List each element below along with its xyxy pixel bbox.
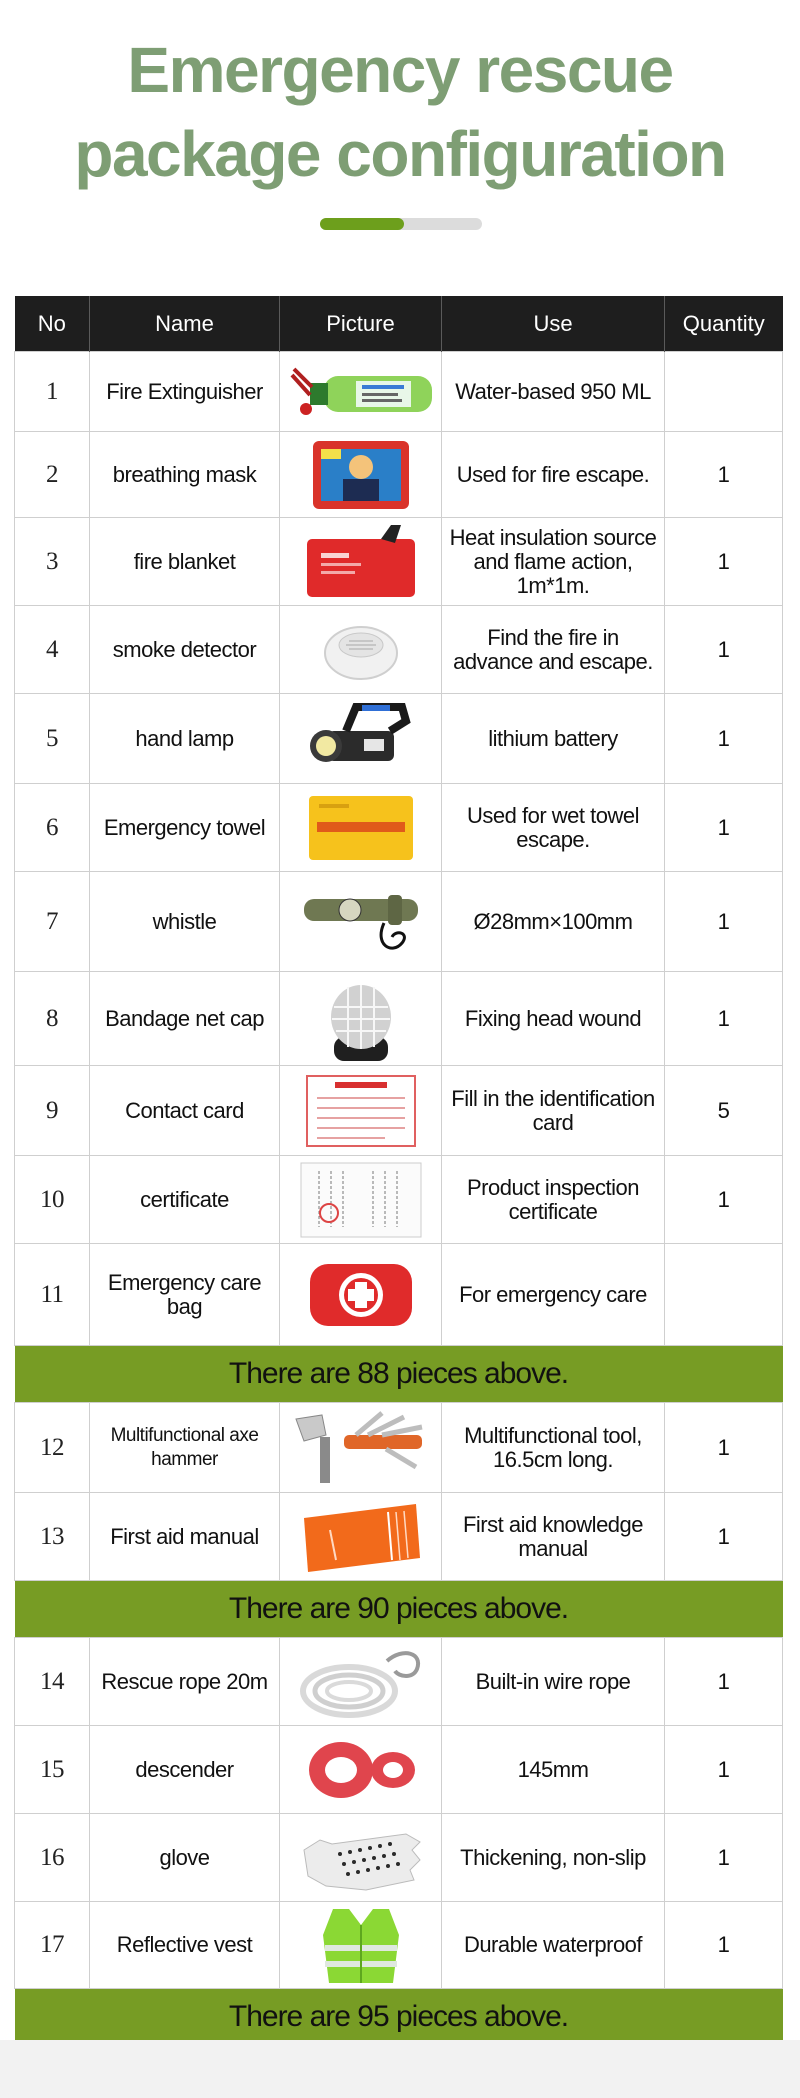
axe-hammer-icon <box>286 1407 436 1489</box>
item-picture <box>280 1156 442 1244</box>
fire-extinguisher-icon <box>286 359 436 425</box>
item-name: breathing mask <box>90 432 280 518</box>
row-number: 7 <box>15 872 90 972</box>
item-quantity: 1 <box>665 1403 783 1493</box>
item-picture <box>280 352 442 432</box>
row-number: 9 <box>15 1066 90 1156</box>
header-name: Name <box>90 296 280 352</box>
row-number: 17 <box>15 1902 90 1989</box>
item-use: Heat insulation source and flame action, 1m*1m. <box>442 518 665 606</box>
item-quantity <box>665 352 783 432</box>
progress-bar-fill <box>320 218 404 230</box>
reflective-vest-icon <box>319 1905 403 1985</box>
item-name: Contact card <box>90 1066 280 1156</box>
table-row <box>15 1066 783 1156</box>
row-number: 1 <box>15 352 90 432</box>
item-name: Fire Extinguisher <box>90 352 280 432</box>
manual-icon <box>296 1500 426 1574</box>
header-no: No <box>15 296 90 352</box>
towel-icon <box>307 792 415 864</box>
item-picture <box>280 872 442 972</box>
table-row <box>15 784 783 872</box>
item-name: whistle <box>90 872 280 972</box>
table-row <box>15 694 783 784</box>
item-picture <box>280 606 442 694</box>
row-number: 2 <box>15 432 90 518</box>
rope-icon <box>291 1643 431 1721</box>
table-row <box>15 972 783 1066</box>
title-line-1: Emergency rescue <box>127 34 673 106</box>
summary-banner-text: There are 95 pieces above. <box>15 1989 783 2046</box>
summary-banner-text: There are 88 pieces above. <box>15 1346 783 1403</box>
smoke-detector-icon <box>316 613 406 687</box>
item-use: First aid knowledge manual <box>442 1493 665 1581</box>
item-use: Product inspection certificate <box>442 1156 665 1244</box>
table-row <box>15 606 783 694</box>
item-picture <box>280 518 442 606</box>
header-quantity: Quantity <box>665 296 783 352</box>
contact-card-icon <box>305 1074 417 1148</box>
item-picture <box>280 1902 442 1989</box>
item-quantity: 1 <box>665 606 783 694</box>
item-quantity: 1 <box>665 432 783 518</box>
item-name: descender <box>90 1726 280 1814</box>
item-quantity: 1 <box>665 694 783 784</box>
table-row <box>15 1493 783 1581</box>
care-bag-icon <box>306 1258 416 1332</box>
item-name: Rescue rope 20m <box>90 1638 280 1726</box>
item-use: Built-in wire rope <box>442 1638 665 1726</box>
item-use: For emergency care <box>442 1244 665 1346</box>
page-footer <box>0 2040 800 2098</box>
row-number: 13 <box>15 1493 90 1581</box>
hand-lamp-icon <box>306 699 416 779</box>
summary-banner <box>15 1581 783 1638</box>
item-name: smoke detector <box>90 606 280 694</box>
item-picture <box>280 1493 442 1581</box>
item-name: fire blanket <box>90 518 280 606</box>
item-quantity: 5 <box>665 1066 783 1156</box>
row-number: 12 <box>15 1403 90 1493</box>
item-quantity: 1 <box>665 1638 783 1726</box>
table-row <box>15 1403 783 1493</box>
item-name: First aid manual <box>90 1493 280 1581</box>
page-title <box>0 28 800 196</box>
item-name: hand lamp <box>90 694 280 784</box>
configuration-table <box>14 296 783 2045</box>
item-quantity: 1 <box>665 518 783 606</box>
progress-bar <box>320 218 482 230</box>
item-picture <box>280 432 442 518</box>
item-use: 145mm <box>442 1726 665 1814</box>
item-use: Multifunctional tool, 16.5cm long. <box>442 1403 665 1493</box>
item-picture <box>280 694 442 784</box>
table-row <box>15 1814 783 1902</box>
table-row <box>15 1244 783 1346</box>
item-picture <box>280 972 442 1066</box>
table-row <box>15 518 783 606</box>
row-number: 3 <box>15 518 90 606</box>
item-quantity <box>665 1244 783 1346</box>
summary-banner <box>15 1346 783 1403</box>
item-name: Reflective vest <box>90 1902 280 1989</box>
item-use: Fixing head wound <box>442 972 665 1066</box>
item-quantity: 1 <box>665 1156 783 1244</box>
item-picture <box>280 1726 442 1814</box>
item-picture <box>280 1638 442 1726</box>
item-use: Fill in the identification card <box>442 1066 665 1156</box>
descender-icon <box>301 1733 421 1807</box>
bandage-net-cap-icon <box>316 977 406 1061</box>
table-row <box>15 872 783 972</box>
item-quantity: 1 <box>665 1493 783 1581</box>
item-picture <box>280 784 442 872</box>
item-use: Used for fire escape. <box>442 432 665 518</box>
row-number: 15 <box>15 1726 90 1814</box>
item-picture <box>280 1814 442 1902</box>
table-header-row <box>15 296 783 352</box>
item-use: Used for wet towel escape. <box>442 784 665 872</box>
row-number: 4 <box>15 606 90 694</box>
item-picture <box>280 1403 442 1493</box>
item-use: Durable waterproof <box>442 1902 665 1989</box>
fire-blanket-icon <box>301 523 421 601</box>
item-use: Ø28mm×100mm <box>442 872 665 972</box>
item-picture <box>280 1244 442 1346</box>
item-name: glove <box>90 1814 280 1902</box>
row-number: 5 <box>15 694 90 784</box>
summary-banner-text: There are 90 pieces above. <box>15 1581 783 1638</box>
table-row <box>15 432 783 518</box>
breathing-mask-icon <box>311 439 411 511</box>
row-number: 8 <box>15 972 90 1066</box>
item-name: Emergency care bag <box>90 1244 280 1346</box>
table-row <box>15 1156 783 1244</box>
item-picture <box>280 1066 442 1156</box>
item-name: Multifunctional axe hammer <box>90 1403 280 1493</box>
certificate-icon <box>299 1161 423 1239</box>
summary-banner <box>15 1989 783 2046</box>
row-number: 14 <box>15 1638 90 1726</box>
title-line-2: package configuration <box>74 118 726 190</box>
header-use: Use <box>442 296 665 352</box>
item-name: certificate <box>90 1156 280 1244</box>
row-number: 6 <box>15 784 90 872</box>
item-quantity: 1 <box>665 1902 783 1989</box>
item-name: Bandage net cap <box>90 972 280 1066</box>
table-row <box>15 1726 783 1814</box>
header-picture: Picture <box>280 296 442 352</box>
item-use: Water-based 950 ML <box>442 352 665 432</box>
table-row <box>15 1902 783 1989</box>
item-use: Thickening, non-slip <box>442 1814 665 1902</box>
item-quantity: 1 <box>665 1814 783 1902</box>
item-quantity: 1 <box>665 872 783 972</box>
item-quantity: 1 <box>665 1726 783 1814</box>
item-quantity: 1 <box>665 972 783 1066</box>
row-number: 16 <box>15 1814 90 1902</box>
table-row <box>15 1638 783 1726</box>
row-number: 10 <box>15 1156 90 1244</box>
item-quantity: 1 <box>665 784 783 872</box>
table-row <box>15 352 783 432</box>
item-use: Find the fire in advance and escape. <box>442 606 665 694</box>
row-number: 11 <box>15 1244 90 1346</box>
item-use: lithium battery <box>442 694 665 784</box>
glove-icon <box>296 1820 426 1896</box>
item-name: Emergency towel <box>90 784 280 872</box>
whistle-icon <box>296 885 426 959</box>
